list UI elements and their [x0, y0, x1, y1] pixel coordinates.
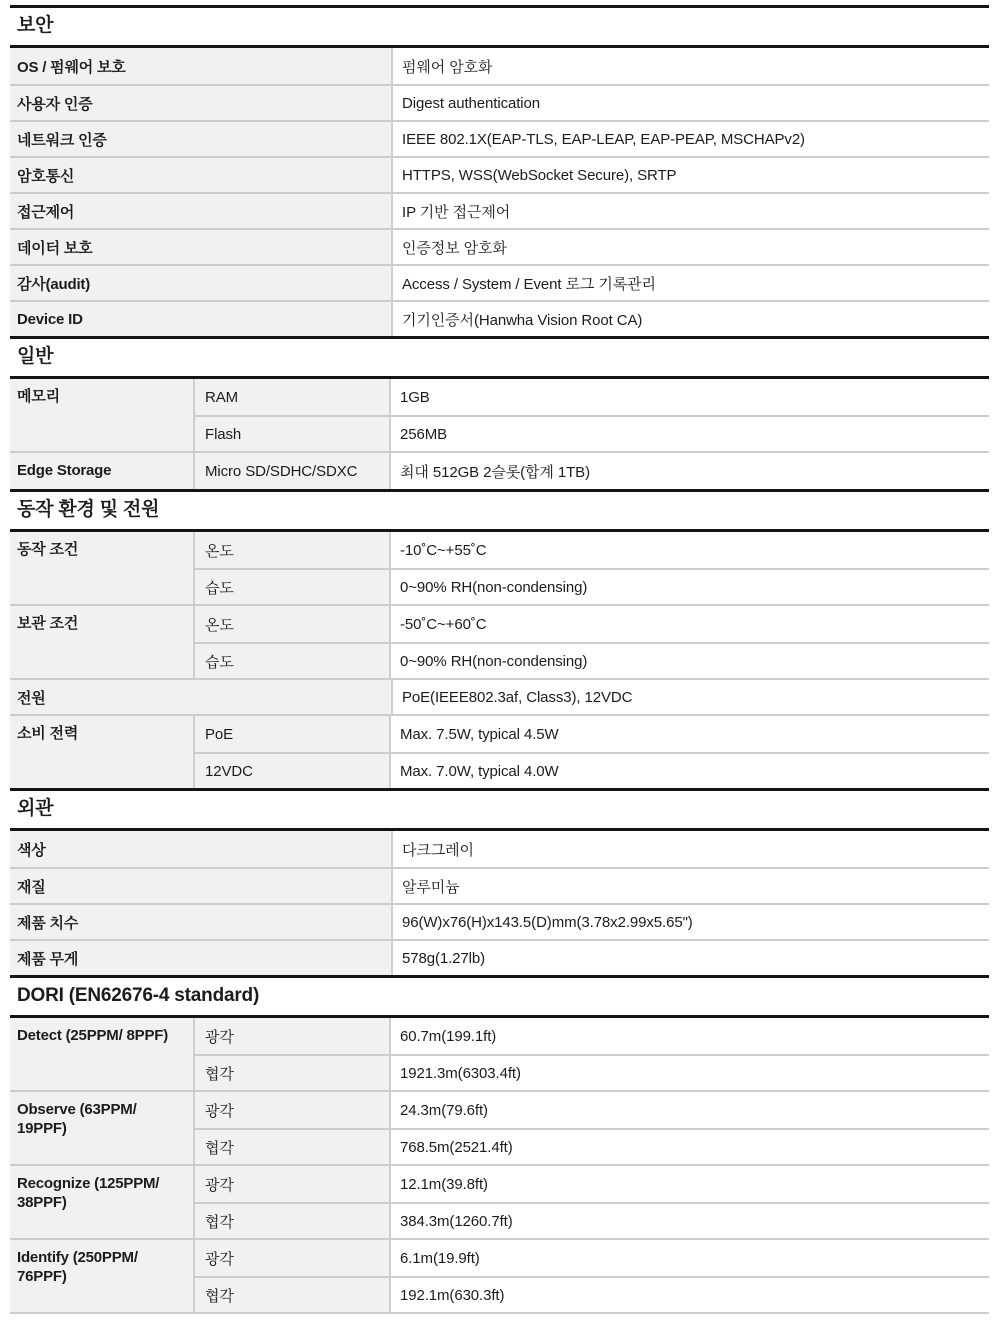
section-title: 일반	[17, 346, 54, 367]
spec-value-cell: IEEE 802.1X(EAP-TLS, EAP-LEAP, EAP-PEAP, MSCHAPv2)	[402, 130, 805, 148]
spec-group-label-cell: Recognize (125PPM/ 38PPF)	[10, 1166, 195, 1238]
spec-subrow	[195, 453, 989, 489]
spec-value-cell: Digest authentication	[402, 94, 540, 112]
spec-sub-label-cell: 협각	[195, 1278, 391, 1312]
spec-group-label-cell: Detect (25PPM/ 8PPF)	[10, 1018, 195, 1090]
section-header	[10, 975, 989, 1018]
spec-group-label-cell: Edge Storage	[10, 453, 195, 489]
spec-row	[10, 192, 989, 228]
spec-value-cell: 기기인증서(Hanwha Vision Root CA)	[402, 311, 643, 329]
spec-label-cell: 전원	[10, 680, 393, 714]
spec-group-label-cell: 동작 조건	[10, 532, 195, 604]
spec-subrow	[195, 1018, 989, 1054]
section-header	[10, 788, 989, 831]
spec-value-cell: IP 기반 접근제어	[402, 203, 511, 221]
spec-sub-label-cell: 협각	[195, 1204, 391, 1238]
spec-value-cell: Max. 7.5W, typical 4.5W	[400, 725, 559, 743]
spec-group-body	[195, 716, 989, 788]
spec-row-group	[10, 1238, 989, 1312]
spec-subrow	[195, 1166, 989, 1202]
section-general	[10, 336, 989, 489]
spec-row-group	[10, 451, 989, 489]
spec-value-cell: 6.1m(19.9ft)	[400, 1249, 480, 1267]
section-title: DORI (EN62676-4 standard)	[17, 985, 260, 1006]
spec-group-body	[195, 532, 989, 604]
spec-subrow	[195, 1128, 989, 1164]
spec-value-cell: Max. 7.0W, typical 4.0W	[400, 762, 559, 780]
spec-subrow	[195, 1092, 989, 1128]
spec-row	[10, 120, 989, 156]
spec-sub-label-cell: 광각	[195, 1166, 391, 1202]
spec-subrow	[195, 415, 989, 451]
spec-row-group	[10, 1090, 989, 1164]
spec-value-cell: 384.3m(1260.7ft)	[400, 1212, 513, 1230]
spec-subrow	[195, 532, 989, 568]
spec-sub-label-cell: 온도	[195, 532, 391, 568]
spec-sub-label-cell: 광각	[195, 1240, 391, 1276]
section-header	[10, 5, 989, 48]
spec-value-cell: Access / System / Event 로그 기록관리	[402, 275, 656, 293]
spec-group-label-cell: Observe (63PPM/ 19PPF)	[10, 1092, 195, 1164]
spec-value-cell: -10˚C~+55˚C	[400, 541, 487, 559]
spec-row-group	[10, 532, 989, 604]
spec-value-cell: 펌웨어 암호화	[402, 58, 493, 76]
section-body	[10, 532, 989, 788]
spec-row-group	[10, 714, 989, 788]
section-title: 보안	[17, 15, 54, 36]
spec-group-label-cell: Identify (250PPM/ 76PPF)	[10, 1240, 195, 1312]
spec-group-label-cell: 소비 전력	[10, 716, 195, 788]
spec-sub-label-cell: 습도	[195, 644, 391, 678]
spec-group-body	[195, 1092, 989, 1164]
spec-value-cell: 1921.3m(6303.4ft)	[400, 1064, 521, 1082]
spec-value-cell: 12.1m(39.8ft)	[400, 1175, 488, 1193]
spec-group-body	[195, 1166, 989, 1238]
spec-subrow	[195, 716, 989, 752]
spec-subrow	[195, 1276, 989, 1312]
spec-group-label-cell: 메모리	[10, 379, 195, 451]
section-header	[10, 336, 989, 379]
spec-value-cell: 192.1m(630.3ft)	[400, 1286, 505, 1304]
spec-label-cell: 재질	[10, 869, 393, 903]
spec-row-group	[10, 604, 989, 678]
spec-row-group	[10, 1018, 989, 1090]
spec-sub-label-cell: 온도	[195, 606, 391, 642]
section-body	[10, 379, 989, 489]
spec-label-cell: 사용자 인증	[10, 86, 393, 120]
spec-sub-label-cell: 습도	[195, 570, 391, 604]
section-appearance	[10, 788, 989, 975]
spec-subrow	[195, 1202, 989, 1238]
spec-label-cell: 감사(audit)	[10, 266, 393, 300]
spec-subrow	[195, 606, 989, 642]
spec-label-cell: 제품 치수	[10, 905, 393, 939]
spec-value-cell: 96(W)x76(H)x143.5(D)mm(3.78x2.99x5.65")	[402, 913, 693, 931]
spec-group-body	[195, 606, 989, 678]
spec-row	[10, 84, 989, 120]
spec-value-cell: 256MB	[400, 425, 448, 443]
spec-value-cell: 1GB	[400, 388, 430, 406]
spec-label-cell: 색상	[10, 831, 393, 867]
spec-label-cell: 데이터 보호	[10, 230, 393, 264]
spec-row	[10, 831, 989, 867]
spec-sub-label-cell: 광각	[195, 1018, 391, 1054]
section-environment-power	[10, 489, 989, 788]
spec-group-body	[195, 1018, 989, 1090]
spec-row	[10, 867, 989, 903]
spec-label-cell: Device ID	[10, 302, 393, 336]
spec-row	[10, 156, 989, 192]
spec-row	[10, 300, 989, 336]
spec-subrow	[195, 568, 989, 604]
spec-sub-label-cell: PoE	[195, 716, 391, 752]
spec-label-cell: 암호통신	[10, 158, 393, 192]
spec-row	[10, 48, 989, 84]
spec-value-cell: -50˚C~+60˚C	[400, 615, 487, 633]
spec-row	[10, 228, 989, 264]
section-security	[10, 5, 989, 336]
spec-sub-label-cell: Flash	[195, 417, 391, 451]
spec-sub-label-cell: 협각	[195, 1130, 391, 1164]
spec-group-body	[195, 453, 989, 489]
spec-group-label-cell: 보관 조건	[10, 606, 195, 678]
spec-row	[10, 939, 989, 975]
spec-value-cell: 최대 512GB 2슬롯(합계 1TB)	[400, 463, 590, 481]
spec-subrow	[195, 379, 989, 415]
spec-row	[10, 678, 989, 714]
spec-label-cell: 제품 무게	[10, 941, 393, 975]
spec-group-body	[195, 1240, 989, 1312]
spec-row-group	[10, 379, 989, 451]
spec-value-cell: 0~90% RH(non-condensing)	[400, 652, 588, 670]
spec-sub-label-cell: 12VDC	[195, 754, 391, 788]
spec-value-cell: 다크그레이	[402, 841, 474, 859]
spec-label-cell: OS / 펌웨어 보호	[10, 48, 393, 84]
section-header	[10, 489, 989, 532]
spec-value-cell: 인증정보 암호화	[402, 239, 507, 257]
section-title: 외관	[17, 798, 54, 819]
spec-value-cell: HTTPS, WSS(WebSocket Secure), SRTP	[402, 166, 677, 184]
spec-subrow	[195, 1240, 989, 1276]
section-body	[10, 48, 989, 336]
section-body	[10, 1018, 989, 1314]
spec-value-cell: 24.3m(79.6ft)	[400, 1101, 488, 1119]
section-dori	[10, 975, 989, 1314]
spec-subrow	[195, 752, 989, 788]
spec-row-group	[10, 1164, 989, 1238]
spec-sub-label-cell: 광각	[195, 1092, 391, 1128]
spec-subrow	[195, 642, 989, 678]
spec-value-cell: 578g(1.27lb)	[402, 949, 486, 967]
spec-value-cell: 알루미늄	[402, 878, 460, 896]
section-body	[10, 831, 989, 975]
spec-subrow	[195, 1054, 989, 1090]
spec-label-cell: 네트워크 인증	[10, 122, 393, 156]
spec-value-cell: 0~90% RH(non-condensing)	[400, 578, 588, 596]
spec-value-cell: PoE(IEEE802.3af, Class3), 12VDC	[402, 688, 633, 706]
spec-value-cell: 60.7m(199.1ft)	[400, 1027, 497, 1045]
spec-row	[10, 903, 989, 939]
spec-label-cell: 접근제어	[10, 194, 393, 228]
spec-value-cell: 768.5m(2521.4ft)	[400, 1138, 513, 1156]
spec-group-body	[195, 379, 989, 451]
spec-sub-label-cell: 협각	[195, 1056, 391, 1090]
spec-sub-label-cell: RAM	[195, 379, 391, 415]
spec-row	[10, 264, 989, 300]
spec-sub-label-cell: Micro SD/SDHC/SDXC	[195, 453, 391, 489]
section-title: 동작 환경 및 전원	[17, 499, 160, 520]
